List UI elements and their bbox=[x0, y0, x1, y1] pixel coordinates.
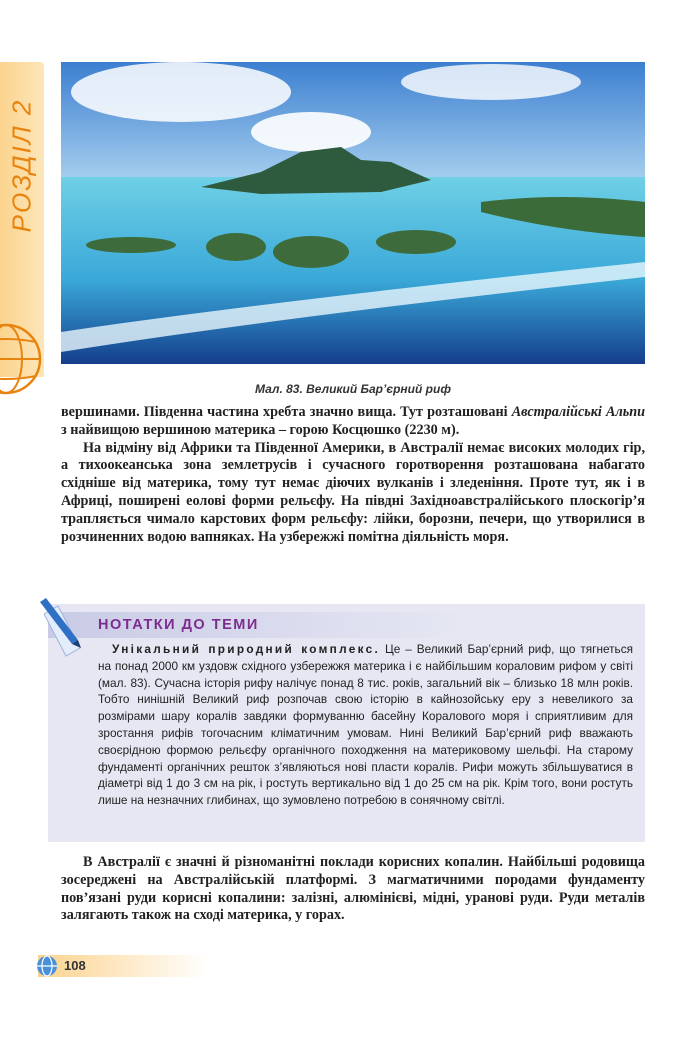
upper-text-block bbox=[61, 404, 645, 546]
section-label bbox=[2, 70, 42, 260]
notes-body: Це – Великий Бар’єрний риф, що тягнеться на понад 2000 км уздовж східного узбережжя материка і є найбільшим кораловим рифом у світі (мал. 83). Сучасна історія рифу налічує понад 8 тис. років, загальний вік – близько 18 млн років. Тобто нинішній Великий риф розпочав свою історію в кайнозойську еру з невеликого за розмірами шару коралів завдяки формуванню басейну Коралового моря і сприятливим для зростання рифів тогочасним кліматичним умовам. Нині Великий Бар’єрний риф вважають своєрідною формою рельєфу органічного походження на материковому шельфі. На старому фундаменті органічних решток з’являються нові пласти коралів. Рифи можуть збільшуватися в діаметрі від 1 до 3 см на рік, і ростуть вертикально від 1 до 25 см на рік. Крім того, вони ростуть лише на незначних глибинах, що зумовлено потребою в сонячному світлі. bbox=[98, 642, 633, 808]
paragraph-2: На відміну від Африки та Південної Америки, в Австралії немає високих молодих гір, а тихоокеанська зона землетрусів і сучасного горотворення розташована набагато східніше від материка, тому тут немає діючих вулканів і зледеніння. Проте тут, як і в Африці, поширені еолові форми рельєфу. На півдні Західноавстралійського плоскогір’я трапляється чимало карстових форм рельєфу: лійки, борозни, печери, що утворилися в розчиненних водою вапняках. На узбережжі помітна діяльність моря. bbox=[61, 439, 645, 545]
paragraph-1 bbox=[61, 404, 645, 440]
paragraph-1-part-b: з найвищою вершиною материка – горою Косцюшко (2230 м). bbox=[61, 421, 460, 438]
pen-icon bbox=[36, 596, 96, 660]
paragraph-3: В Австралії є значні й різноманітні поклади корисних копалин. Найбільші родовища зосереджені на Австралійській платформі. З магматичними породами фундаменту пов’язані руди корисні копалини: залізні, алюмінієві, мідні, уранові руди. Руди металів залягають також на сході материка, у горах. bbox=[61, 854, 645, 924]
notes-text bbox=[98, 641, 633, 809]
figure-caption: Мал. 83. Великий Бар’єрний риф bbox=[255, 382, 451, 396]
paragraph-1-part-a: вершинами. Південна частина хребта значно вища. Тут розташовані bbox=[61, 404, 512, 420]
page-number: 108 bbox=[64, 958, 86, 973]
notes-lead: Унікальний природний комплекс. bbox=[112, 642, 381, 656]
term-australian-alps: Австралійські Альпи bbox=[511, 404, 645, 420]
section-label-text: РОЗДІЛ 2 bbox=[6, 98, 37, 232]
notes-title: НОТАТКИ ДО ТЕМИ bbox=[98, 617, 259, 633]
reef-photo bbox=[61, 62, 645, 364]
footer-globe-icon bbox=[36, 955, 58, 977]
notes-paragraph bbox=[98, 641, 633, 809]
globe-icon bbox=[0, 322, 44, 396]
lower-text-block bbox=[61, 854, 645, 925]
